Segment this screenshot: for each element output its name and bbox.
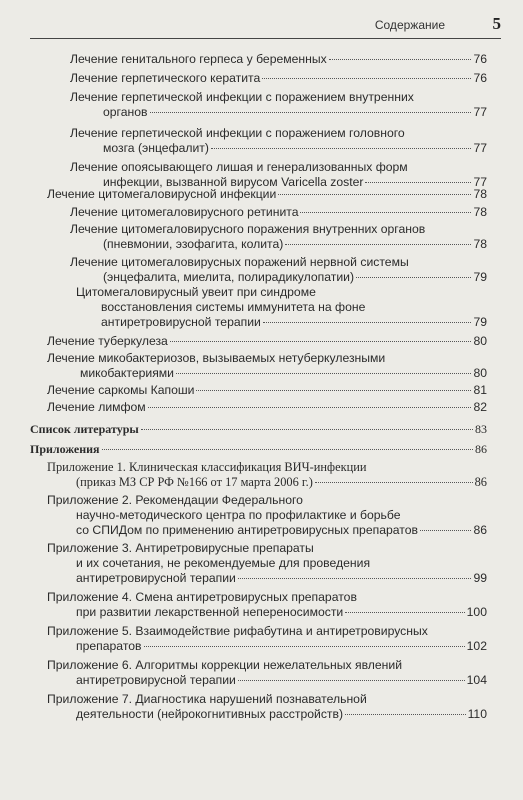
leader-dots — [345, 714, 466, 715]
toc-entry-text: Лечение герпетического кератита — [70, 71, 261, 85]
leader-dots — [263, 322, 472, 323]
toc-page-number: 79 — [473, 315, 487, 329]
toc-page-number: 102 — [466, 639, 487, 653]
toc-entry — [47, 658, 487, 688]
leader-dots — [211, 148, 471, 149]
toc-entry — [70, 90, 487, 120]
toc-page-number: 110 — [467, 707, 487, 721]
toc-page-number: 79 — [473, 270, 487, 284]
toc-entry-text: Лечение герпетической инфекции с поражением головного — [70, 126, 405, 140]
toc-page-number: 104 — [466, 673, 487, 687]
toc-entry-text: Лечение цитомегаловирусной инфекции — [47, 187, 277, 201]
toc-entry-text: при развитии лекарственной непереносимости — [76, 605, 344, 619]
leader-dots — [315, 482, 473, 483]
toc-entry-text: и их сочетания, не рекомендуемые для проведения — [76, 556, 371, 570]
toc-entry-text: Лечение цитомегаловирусного поражения внутренних органов — [70, 222, 426, 236]
toc-entry-text: (энцефалита, миелита, полирадикулопатии) — [103, 270, 355, 284]
toc-entry-text: Приложение 5. Взаимодействие рифабутина и антиретровирусных — [47, 624, 428, 638]
leader-dots — [329, 59, 472, 60]
toc-entry-text: Список литературы — [30, 422, 139, 436]
leader-dots — [170, 341, 472, 342]
leader-dots — [420, 530, 471, 531]
toc-entry — [70, 205, 487, 220]
toc-entry — [76, 285, 487, 330]
toc-entry — [47, 334, 487, 349]
toc-page-number: 80 — [473, 366, 487, 380]
leader-dots — [345, 612, 464, 613]
toc-entry-text: препаратов — [76, 639, 142, 653]
toc-section-entry — [30, 422, 487, 437]
toc-page-number: 80 — [473, 334, 487, 348]
toc-page-number: 77 — [473, 141, 487, 155]
toc-entry-text: Лечение туберкулеза — [47, 334, 168, 348]
toc-entry-text: Приложения — [30, 442, 100, 456]
toc-entry-text: Лечение цитомегаловирусного ретинита — [70, 205, 299, 219]
toc-entry-text: Цитомегаловирусный увеит при синдроме — [76, 285, 316, 299]
toc-entry-text: микобактериями — [80, 366, 174, 380]
leader-dots — [285, 244, 471, 245]
page-number: 5 — [492, 14, 501, 33]
leader-dots — [365, 182, 471, 183]
toc-entry-text: антиретровирусной терапии — [101, 315, 261, 329]
toc-entry-text: Лечение лимфом — [47, 400, 146, 414]
toc-entry-text: Приложение 7. Диагностика нарушений познавательной — [47, 692, 367, 706]
toc-entry-text: деятельности (нейрокогнитивных расстройств) — [76, 707, 344, 721]
toc-entry-text: Лечение микобактериозов, вызываемых нетуберкулезными — [47, 351, 386, 365]
toc-entry-text: восстановления системы иммунитета на фоне — [101, 300, 366, 314]
toc-entry-text: Приложение 3. Антиретровирусные препараты — [47, 541, 314, 555]
leader-dots — [262, 78, 471, 79]
leader-dots — [238, 680, 465, 681]
leader-dots — [300, 212, 471, 213]
toc-entry — [47, 590, 487, 620]
page-header — [0, 0, 523, 44]
leader-dots — [144, 646, 465, 647]
toc-entry — [47, 692, 487, 722]
toc-entry-text: Лечение саркомы Капоши — [47, 383, 195, 397]
toc-entry-text: (приказ МЗ СР РФ №166 от 17 марта 2006 г.) — [76, 475, 313, 489]
toc-entry — [47, 383, 487, 398]
toc-entry — [47, 400, 487, 415]
toc-entry — [47, 541, 487, 586]
toc-page-number: 86 — [473, 523, 487, 537]
toc-entry-text: Приложение 6. Алгоритмы коррекции нежелательных явлений — [47, 658, 403, 672]
toc-page-number: 77 — [473, 175, 487, 189]
leader-dots — [102, 449, 473, 450]
toc-entry — [47, 460, 487, 490]
toc-page-number: 77 — [473, 105, 487, 119]
toc-page-number: 86 — [475, 442, 487, 456]
toc-entry — [47, 187, 487, 202]
toc-page-number: 78 — [473, 205, 487, 219]
leader-dots — [238, 578, 472, 579]
leader-dots — [278, 194, 471, 195]
toc-entry — [70, 255, 487, 285]
toc-page-number: 86 — [474, 475, 487, 489]
leader-dots — [196, 390, 471, 391]
toc-page-number: 99 — [473, 571, 487, 585]
section-title: Содержание — [374, 18, 445, 32]
toc-entry-text: со СПИДом по применению антиретровирусных препаратов — [76, 523, 418, 537]
leader-dots — [141, 429, 473, 430]
toc-section-entry — [30, 442, 487, 457]
toc-entry-text: Приложение 4. Смена антиретровирусных препаратов — [47, 590, 357, 604]
toc-entry-text: антиретровирусной терапии — [76, 673, 236, 687]
toc-page-number: 83 — [475, 422, 487, 436]
toc-entry-text: Лечение герпетической инфекции с поражением внутренних — [70, 90, 414, 104]
toc-entry — [70, 222, 487, 252]
toc-entry — [47, 493, 487, 538]
toc-page-number: 81 — [473, 383, 487, 397]
toc-page-number: 100 — [466, 605, 487, 619]
toc-entry-text: Лечение цитомегаловирусных поражений нервной системы — [70, 255, 409, 269]
leader-dots — [176, 373, 471, 374]
toc-entry-text: органов — [103, 105, 148, 119]
toc-entry-text: (пневмонии, эзофагита, колита) — [103, 237, 284, 251]
toc-entry — [47, 351, 487, 381]
toc-page-number: 78 — [473, 187, 487, 201]
toc-entry-text: Приложение 1. Клиническая классификация ВИЧ-инфекции — [47, 460, 367, 474]
toc-page-number: 82 — [473, 400, 487, 414]
toc-page-number: 76 — [473, 71, 487, 85]
toc-entry — [70, 52, 487, 67]
header-divider — [30, 38, 501, 39]
toc-entry-text: мозга (энцефалит) — [103, 141, 209, 155]
toc-entry-text: Лечение опоясывающего лишая и генерализованных форм — [70, 160, 408, 174]
toc-entry-text: Лечение генитального герпеса у беременных — [70, 52, 327, 66]
toc-entry — [70, 71, 487, 86]
leader-dots — [148, 407, 472, 408]
toc-entry — [47, 624, 487, 654]
toc-entry-text: инфекции, вызванной вирусом Varicella zoster — [103, 175, 364, 189]
toc-entry-text: Приложение 2. Рекомендации Федерального — [47, 493, 303, 507]
toc-entry — [70, 126, 487, 156]
leader-dots — [150, 112, 472, 113]
toc-page-number: 78 — [473, 237, 487, 251]
toc-entry-text: научно-методического центра по профилактике и борьбе — [76, 508, 401, 522]
toc-entry-text: антиретровирусной терапии — [76, 571, 236, 585]
leader-dots — [356, 277, 471, 278]
toc-page-number: 76 — [473, 52, 487, 66]
toc-entry — [70, 160, 487, 190]
